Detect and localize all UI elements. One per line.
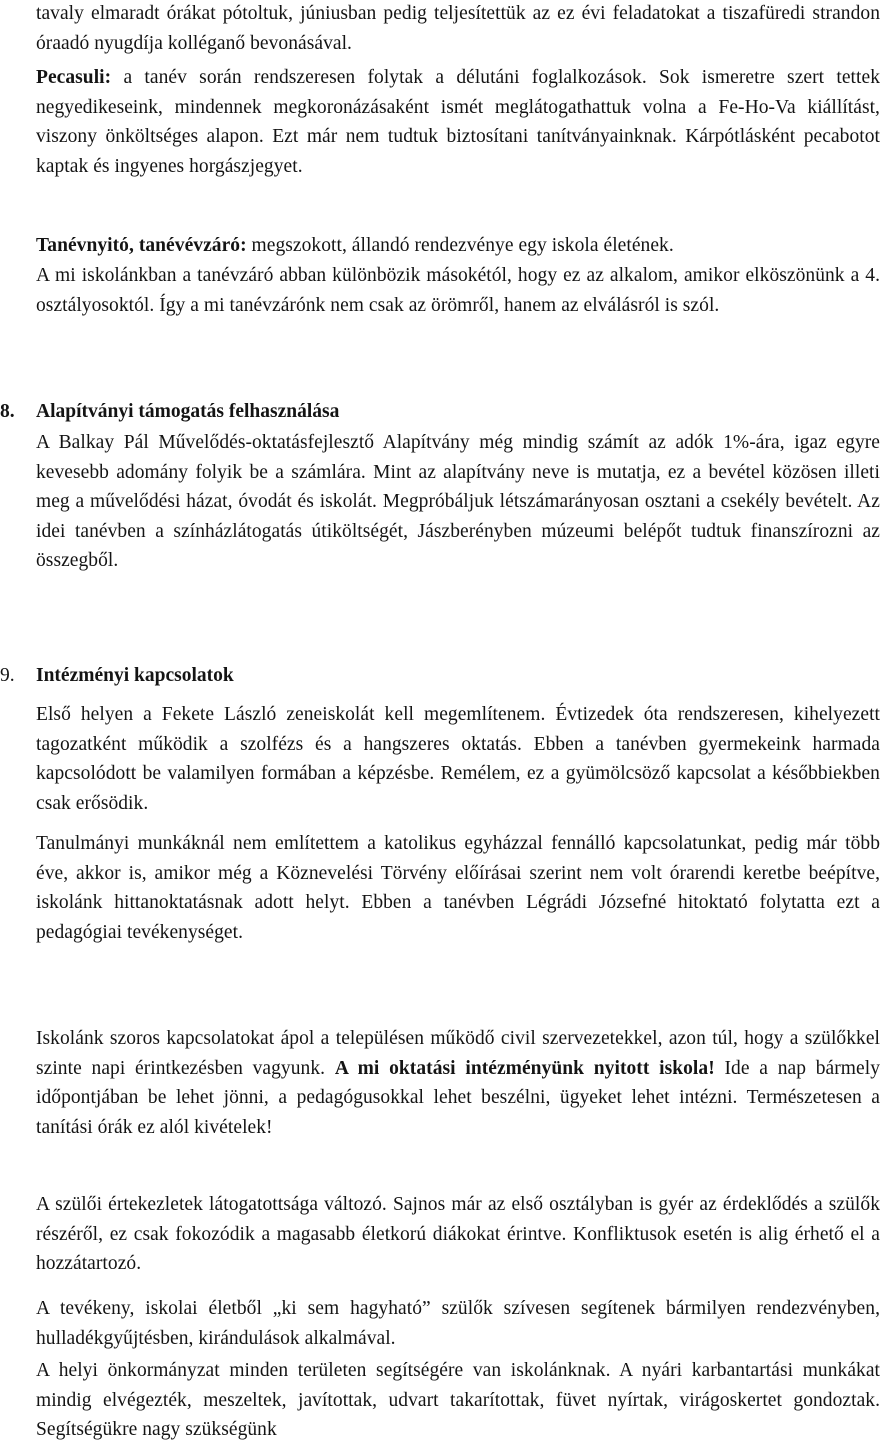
section-8-title: Alapítványi támogatás felhasználása <box>36 401 340 422</box>
paragraph-summer-lessons: tavaly elmaradt órákat pótoltuk, júniusban pedig teljesítettük az ez évi feladatokat a tiszafüredi strandon óraadó nyugdíja kolléganő bevonásával. <box>36 3 880 54</box>
section-8-paragraph: A Balkay Pál Művelődés-oktatásfejlesztő Alapítvány még mindig számít az adók 1%-ára, igaz egyre kevesebb adomány folyik be a számlára. Mint az alapítvány neve is mutatja, ez a bevétel közösen illeti meg a művelődési házat, óvodát és iskolát. Megpróbáljuk létszámarányosan osztani a csekély bevételt. Az idei tanévben a színházlátogatás útiköltségét, Jászberényben múzeumi belépőt tudtuk finanszírozni az összegből. <box>36 432 880 571</box>
section-8-heading <box>0 397 880 427</box>
open-school-text-b: Ide a nap bármely időpontjában be lehet jönni, a pedagógusokkal lehet beszélni, ügyeket lehet intézni. Természetesen a tanítási órák ez alól kivételek! <box>36 1057 881 1138</box>
pecasuli-text: a tanév során rendszeresen folytak a délutáni foglalkozások. Sok ismeretre szert tettek negyedikeseink, mindennek megkoronázásaként ismét meglátogathattuk volna a Fe-Ho-Va kiállítást, viszony önköltséges alapon. Ezt már nem tudtuk biztosítani tanítványainknak. Kárpótlásként pecabotot kaptak és ingyenes horgászjegyet. <box>36 67 880 177</box>
open-school-emphasis: A mi oktatási intézményünk nyitott iskola! <box>334 1057 715 1079</box>
open-school-text-a: Iskolánk szoros kapcsolatokat ápol a településen működő civil szervezetekkel, azon túl, hogy a szülőkkel szinte napi érintkezésben vagyunk. <box>36 1028 880 1079</box>
section-8-number: 8. <box>0 401 15 422</box>
section-9-title: Intézményi kapcsolatok <box>36 665 234 686</box>
section-9-heading <box>0 661 880 691</box>
section-9-paragraph-active-parents: A tevékeny, iskolai életből „ki sem hagyható” szülők szívesen segítenek bármilyen rendezvényben, hulladékgyűjtésben, kirándulások alkalmával. <box>36 1298 880 1349</box>
paragraph-tanevzaro: A mi iskolánkban a tanévzáró abban különbözik másokétól, hogy ez az alkalom, amikor elköszönünk a 4. osztályosoktól. Így a mi tanévzárónk nem csak az örömről, hanem az elválásról is szól. <box>36 265 880 316</box>
section-9-number: 9. <box>0 665 15 686</box>
tanevnyito-label: Tanévnyitó, tanévévzáró: <box>36 235 247 256</box>
section-9-paragraph-church: Tanulmányi munkáknál nem említettem a katolikus egyházzal fennálló kapcsolatunkat, pedig már több éve, akkor is, amikor még a Köznevelési Törvény előírásai szerint nem volt órarendi keretbe beépítve, iskolánk hittanoktatásnak adott helyt. Ebben a tanévben Légrádi Józsefné hitoktató folytatta ezt a pedagógiai tevékenységet. <box>36 833 880 943</box>
section-9-paragraph-municipality: A helyi önkormányzat minden területen segítségére van iskolánknak. A nyári karbantartási munkákat mindig elvégezték, meszeltek, javítottak, udvart takarítottak, füvet nyírtak, virágoskertet gondoztak. Segítségükre nagy szükségünk <box>36 1360 880 1440</box>
section-9-paragraph-open-school <box>36 1024 880 1142</box>
section-9-paragraph-music-school: Első helyen a Fekete László zeneiskolát kell megemlítenem. Évtizedek óta rendszeresen, kihelyezett tagozatként működik a szolfézs és a hangszeres oktatás. Ebben a tanévben gyermekeink harmada kapcsolódott be valamilyen formában a képzésbe. Remélem, ez a gyümölcsöző kapcsolat a későbbiekben csak erősödik. <box>36 704 880 814</box>
section-9-paragraph-parent-meetings: A szülői értekezletek látogatottsága változó. Sajnos már az első osztályban is gyér az érdeklődés a szülők részéről, ez csak fokozódik a magasabb életkorú diákokat érintve. Konfliktusok esetén is alig érhető el a hozzátartozó. <box>36 1194 880 1274</box>
paragraph-tanevnyito <box>36 231 880 261</box>
pecasuli-label: Pecasuli: <box>36 67 112 88</box>
tanevnyito-text: megszokott, állandó rendezvénye egy iskola életének. <box>246 235 674 256</box>
paragraph-pecasuli <box>36 63 880 181</box>
